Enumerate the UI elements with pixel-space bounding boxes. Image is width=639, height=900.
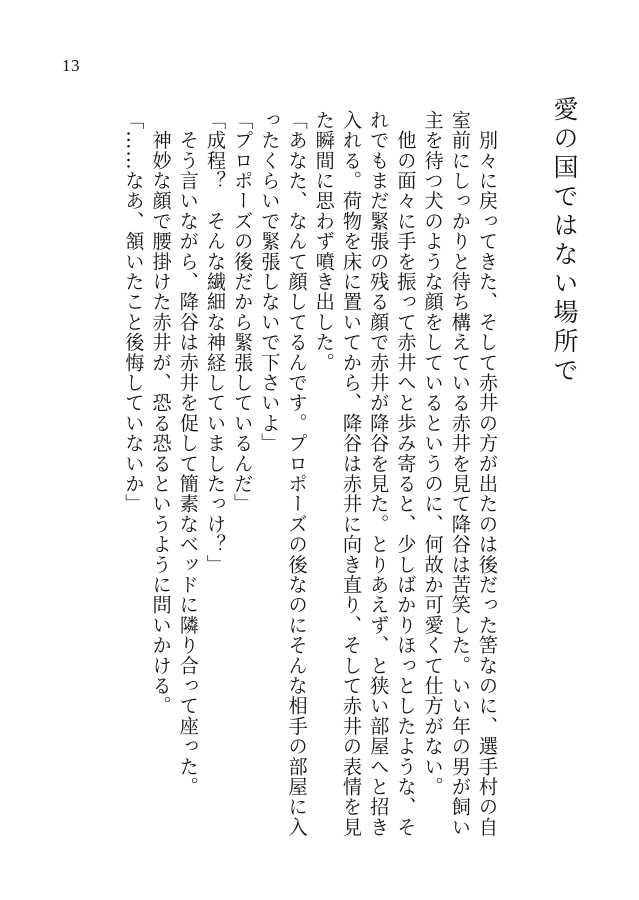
paragraph-2: 他の面々に手を振って赤井へと歩み寄ると、少しばかりほっとしたような、それでもまだ緊張の残る顔で赤井が降谷を見た。とりあえず、と狭い部屋へと招き入れる。荷物を床に置いてから、降谷は赤井に向き直り、そして赤井の表情を見た瞬間に思わず噴き出した。 [312, 110, 418, 838]
dialogue-line-2: 「プロポーズの後だから緊張しているんだ」 [231, 110, 255, 514]
paragraph-4: 神妙な顔で腰掛けた赤井が、恐る恐るというように問いかける。 [149, 110, 173, 716]
paragraph-1: 別々に戻ってきた、そして赤井の方が出たのは後だった筈なのに、選手村の自室前にしっかりと待ち構えている赤井を見て降谷は苦笑した。いい年の男が飼い主を待つ犬のような顔をしているというのに、何故か可愛くて仕方がない。 [421, 110, 499, 838]
dialogue-line-1: 「あなた、なんて顔してるんです。プロポーズの後なのにそんな相手の部屋に入ったくらいで緊張しないで下さいよ」 [258, 110, 309, 838]
paragraph-3: そう言いながら、降谷は赤井を促して簡素なベッドに隣り合って座った。 [176, 110, 200, 797]
page-number: 13 [62, 56, 80, 75]
dialogue-line-4: 「……なあ、頷いたこと後悔していないか」 [122, 110, 146, 514]
chapter-title: 愛の国ではない場所で [550, 96, 579, 386]
dialogue-line-3: 「成程？ そんな繊細な神経していましたっけ？」 [203, 110, 227, 575]
vertical-text-block [120, 92, 581, 852]
body-text [120, 92, 501, 852]
